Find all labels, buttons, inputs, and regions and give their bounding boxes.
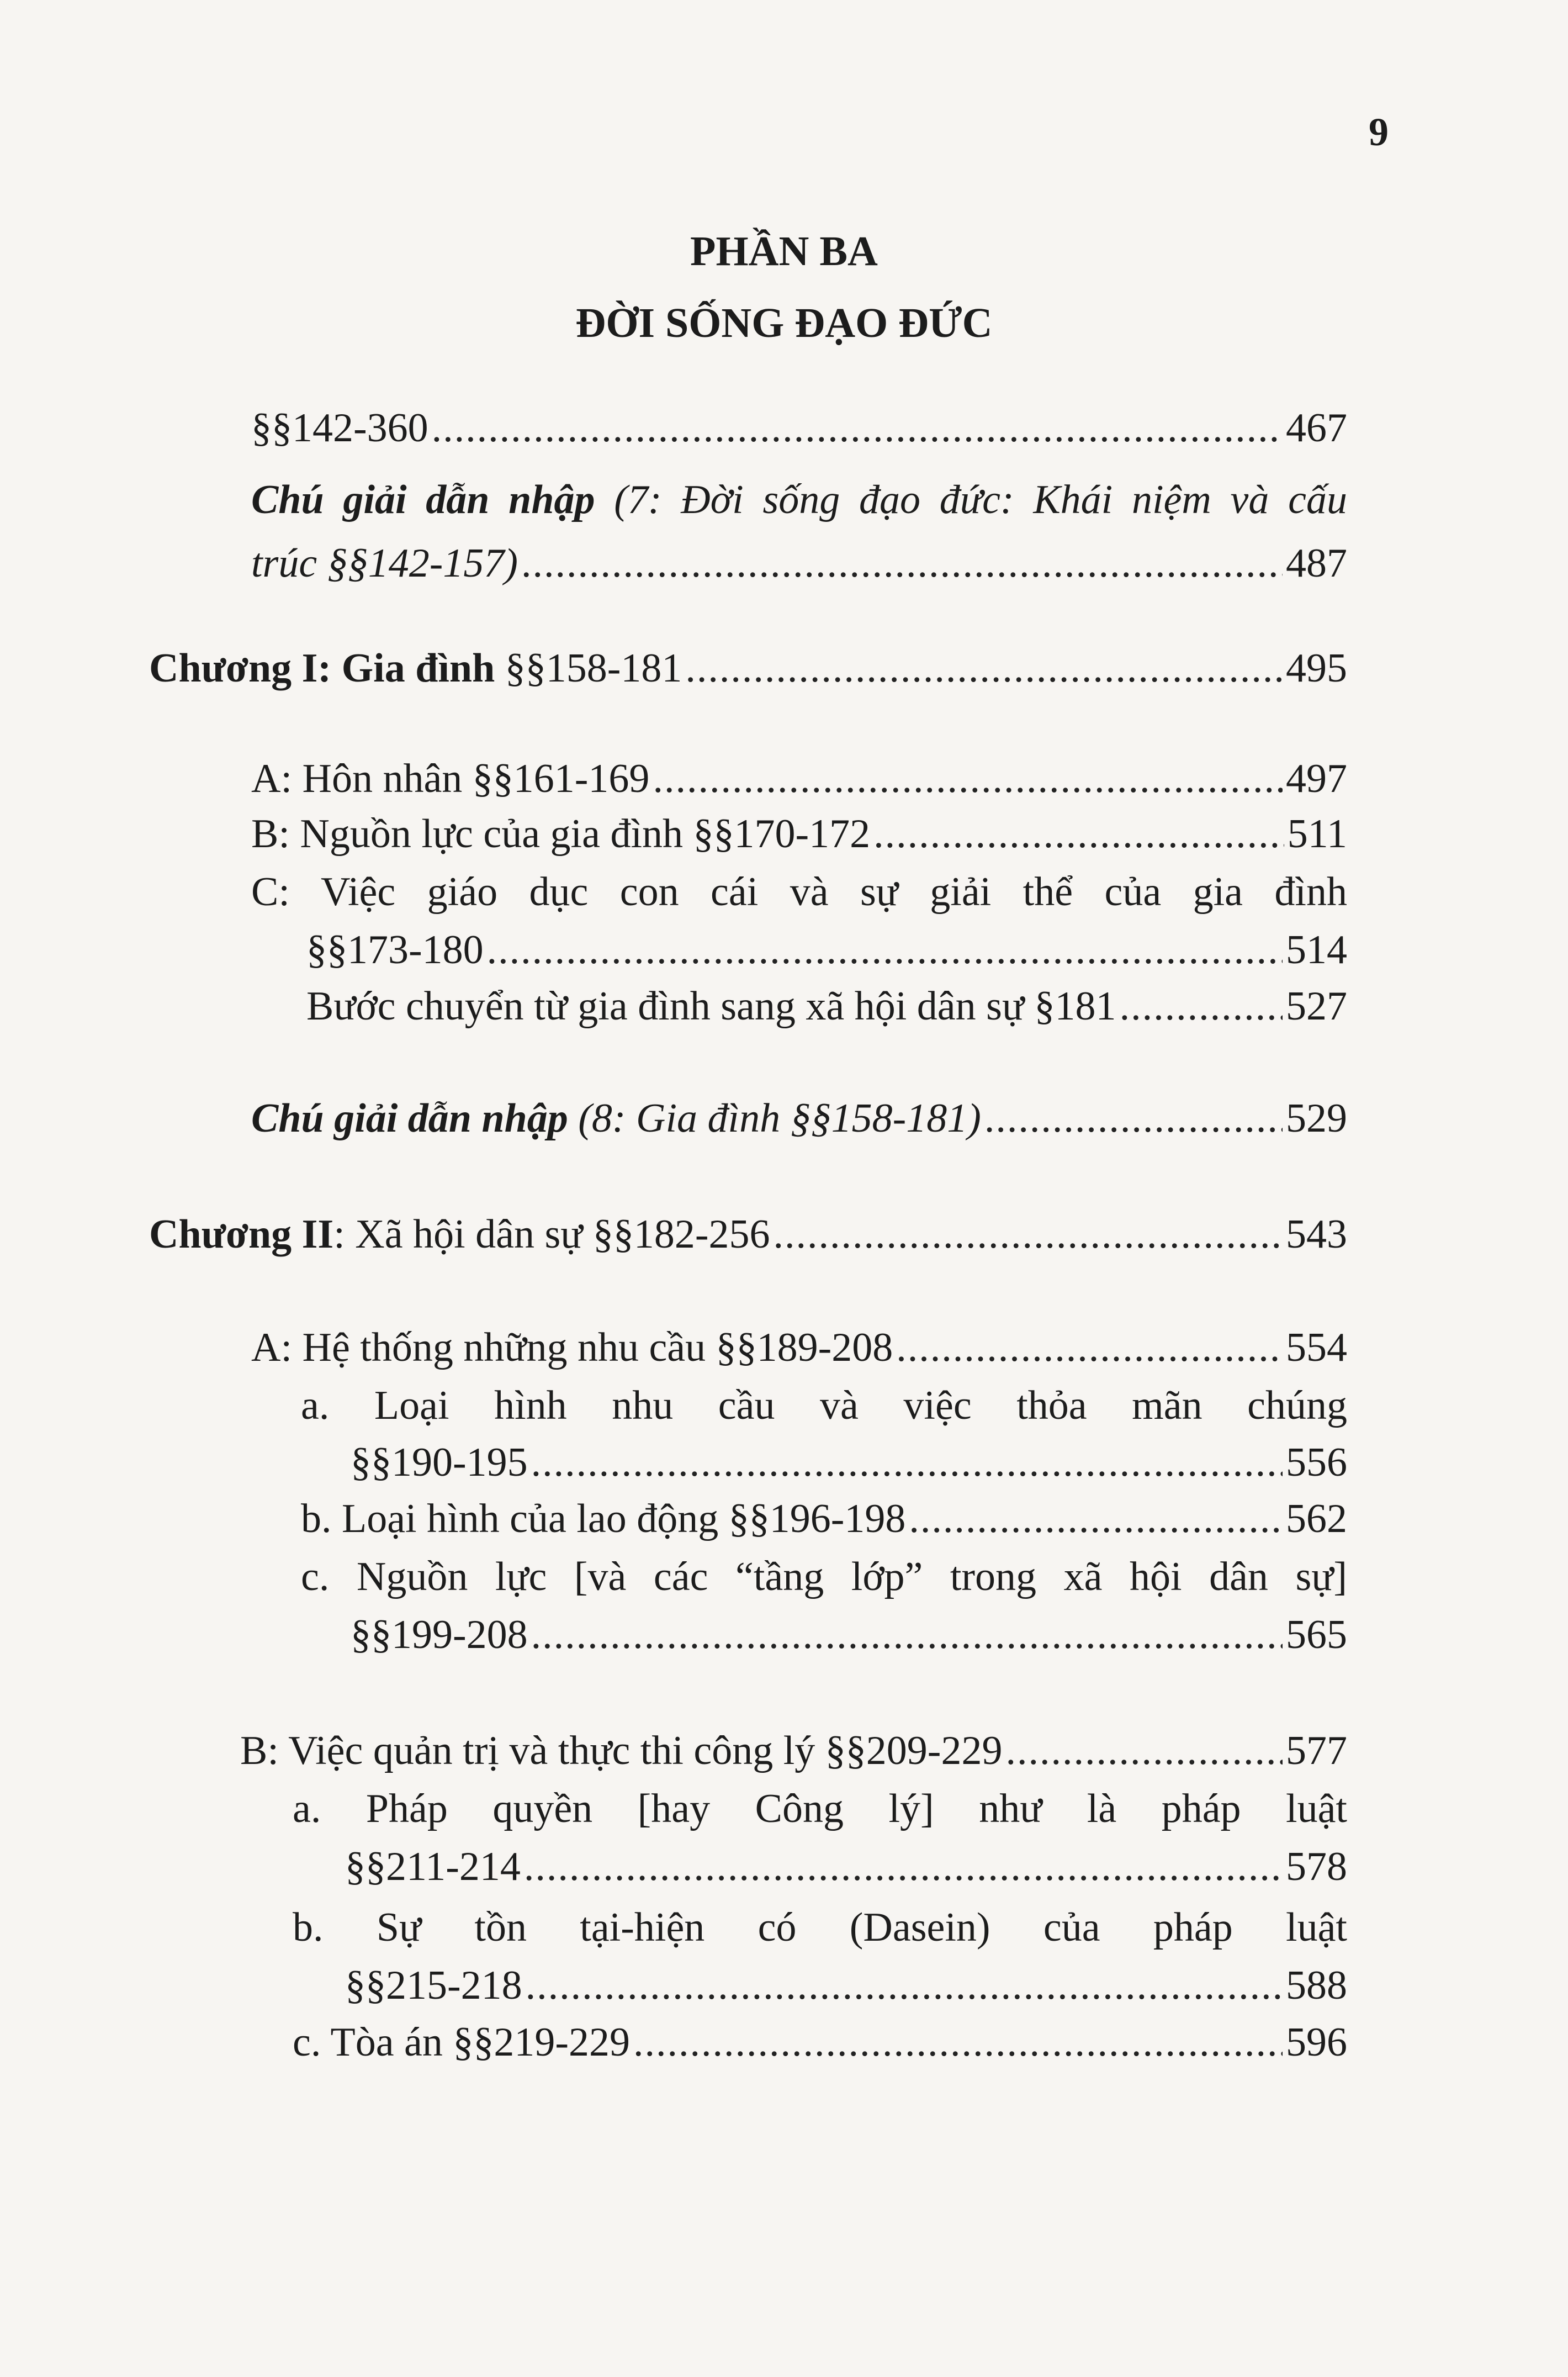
toc-leader xyxy=(909,1491,1283,1546)
part-title: PHẦN BA xyxy=(690,228,878,274)
toc-entry xyxy=(251,536,1347,591)
toc-chapter xyxy=(149,641,1347,696)
toc-page: 588 xyxy=(1286,1963,1347,2008)
toc-page: 562 xyxy=(1286,1496,1347,1541)
toc-entry xyxy=(251,1320,1347,1375)
toc-leader xyxy=(774,1207,1283,1262)
toc-leader xyxy=(873,806,1284,862)
toc-page: 554 xyxy=(1286,1325,1347,1370)
toc-leader xyxy=(487,922,1283,978)
toc-leader xyxy=(521,536,1283,591)
toc-entry xyxy=(251,751,1347,806)
toc-page: 511 xyxy=(1287,811,1347,857)
toc-page: 467 xyxy=(1286,405,1347,451)
toc-page: 529 xyxy=(1286,1096,1347,1141)
toc-entry-label: c. Tòa án §§219-229 xyxy=(293,2020,631,2065)
toc-entry xyxy=(351,1607,1347,1662)
toc-page: 514 xyxy=(1286,927,1347,973)
toc-entry-label: Chương I: Gia đình §§158-181 xyxy=(149,646,682,691)
toc-entry xyxy=(251,400,1347,456)
toc-entry-label: §§215-218 xyxy=(345,1963,522,2008)
toc-entry xyxy=(345,1839,1347,1894)
toc-entry-label: Bước chuyển từ gia đình sang xã hội dân sự §181 xyxy=(306,984,1116,1029)
toc-entry xyxy=(306,979,1347,1034)
toc-page: 565 xyxy=(1286,1612,1347,1657)
toc-page: 543 xyxy=(1286,1212,1347,1257)
toc-entry-label: §§173-180 xyxy=(306,927,484,973)
toc-entry-label: A: Hôn nhân §§161-169 xyxy=(251,756,650,801)
toc-entry-text: C: Việc giáo dục con cái và sự giải thể của gia đình xyxy=(251,869,1347,915)
toc-leader xyxy=(526,1958,1283,2013)
toc-page: 578 xyxy=(1286,1844,1347,1889)
toc-entry-label: trúc §§142-157) xyxy=(251,541,518,586)
part-subtitle: ĐỜI SỐNG ĐẠO ĐỨC xyxy=(575,300,993,346)
toc-entry-label: §§211-214 xyxy=(345,1844,521,1889)
toc-note-text: (7: Đời sống đạo đức: Khái niệm và cấu xyxy=(595,477,1347,522)
toc-entry-text: a. Pháp quyền [hay Công lý] như là pháp luật xyxy=(293,1786,1347,1831)
toc-leader xyxy=(1120,979,1283,1034)
toc-page: 495 xyxy=(1286,646,1347,691)
toc-entry-text: a. Loại hình nhu cầu và việc thỏa mãn chúng xyxy=(301,1383,1347,1428)
toc-entry xyxy=(301,1491,1347,1546)
toc-entry-label: B: Việc quản trị và thực thi công lý §§209-229 xyxy=(240,1728,1003,1773)
part-heading xyxy=(0,215,1568,359)
toc-entry-label: A: Hệ thống những nhu cầu §§189-208 xyxy=(251,1325,893,1370)
toc-entry-note xyxy=(251,1091,1347,1146)
toc-leader xyxy=(531,1607,1283,1662)
toc-leader xyxy=(524,1839,1283,1894)
toc-page: 577 xyxy=(1286,1728,1347,1773)
toc-entry-label: b. Loại hình của lao động §§196-198 xyxy=(301,1496,906,1541)
toc-entry-note xyxy=(251,472,1347,527)
toc-entry-text: b. Sự tồn tại-hiện có (Dasein) của pháp luật xyxy=(293,1905,1347,1950)
toc-note-title: Chú giải dẫn nhập xyxy=(251,477,595,522)
toc-entry xyxy=(251,806,1347,862)
toc-entry-label: §§190-195 xyxy=(351,1440,528,1485)
toc-leader xyxy=(685,641,1283,696)
toc-leader xyxy=(531,1435,1283,1490)
toc-page: 487 xyxy=(1286,541,1347,586)
toc-leader xyxy=(896,1320,1283,1375)
toc-entry-label: §§142-360 xyxy=(251,405,428,451)
toc-entry-label: §§199-208 xyxy=(351,1612,528,1657)
toc-page: 556 xyxy=(1286,1440,1347,1485)
page-number: 9 xyxy=(1369,110,1389,154)
toc-page: 527 xyxy=(1286,984,1347,1029)
toc-entry xyxy=(345,1958,1347,2013)
toc-chapter xyxy=(149,1207,1347,1262)
toc-entry-text: c. Nguồn lực [và các “tầng lớp” trong xã hội dân sự] xyxy=(301,1554,1347,1599)
toc-entry-label: Chú giải dẫn nhập (8: Gia đình §§158-181) xyxy=(251,1096,981,1141)
toc-page: 497 xyxy=(1286,756,1347,801)
toc-leader xyxy=(984,1091,1283,1146)
toc-leader xyxy=(653,751,1283,806)
toc-entry xyxy=(306,922,1347,978)
toc-leader xyxy=(633,2015,1283,2070)
toc-entry-label: Chương II: Xã hội dân sự §§182-256 xyxy=(149,1212,770,1257)
toc-entry xyxy=(351,1435,1347,1490)
toc-leader xyxy=(1005,1723,1283,1778)
toc-entry xyxy=(293,2015,1347,2070)
toc-entry xyxy=(240,1723,1347,1778)
toc-entry-label: B: Nguồn lực của gia đình §§170-172 xyxy=(251,811,871,857)
toc-leader xyxy=(432,400,1283,456)
toc-page: 596 xyxy=(1286,2020,1347,2065)
